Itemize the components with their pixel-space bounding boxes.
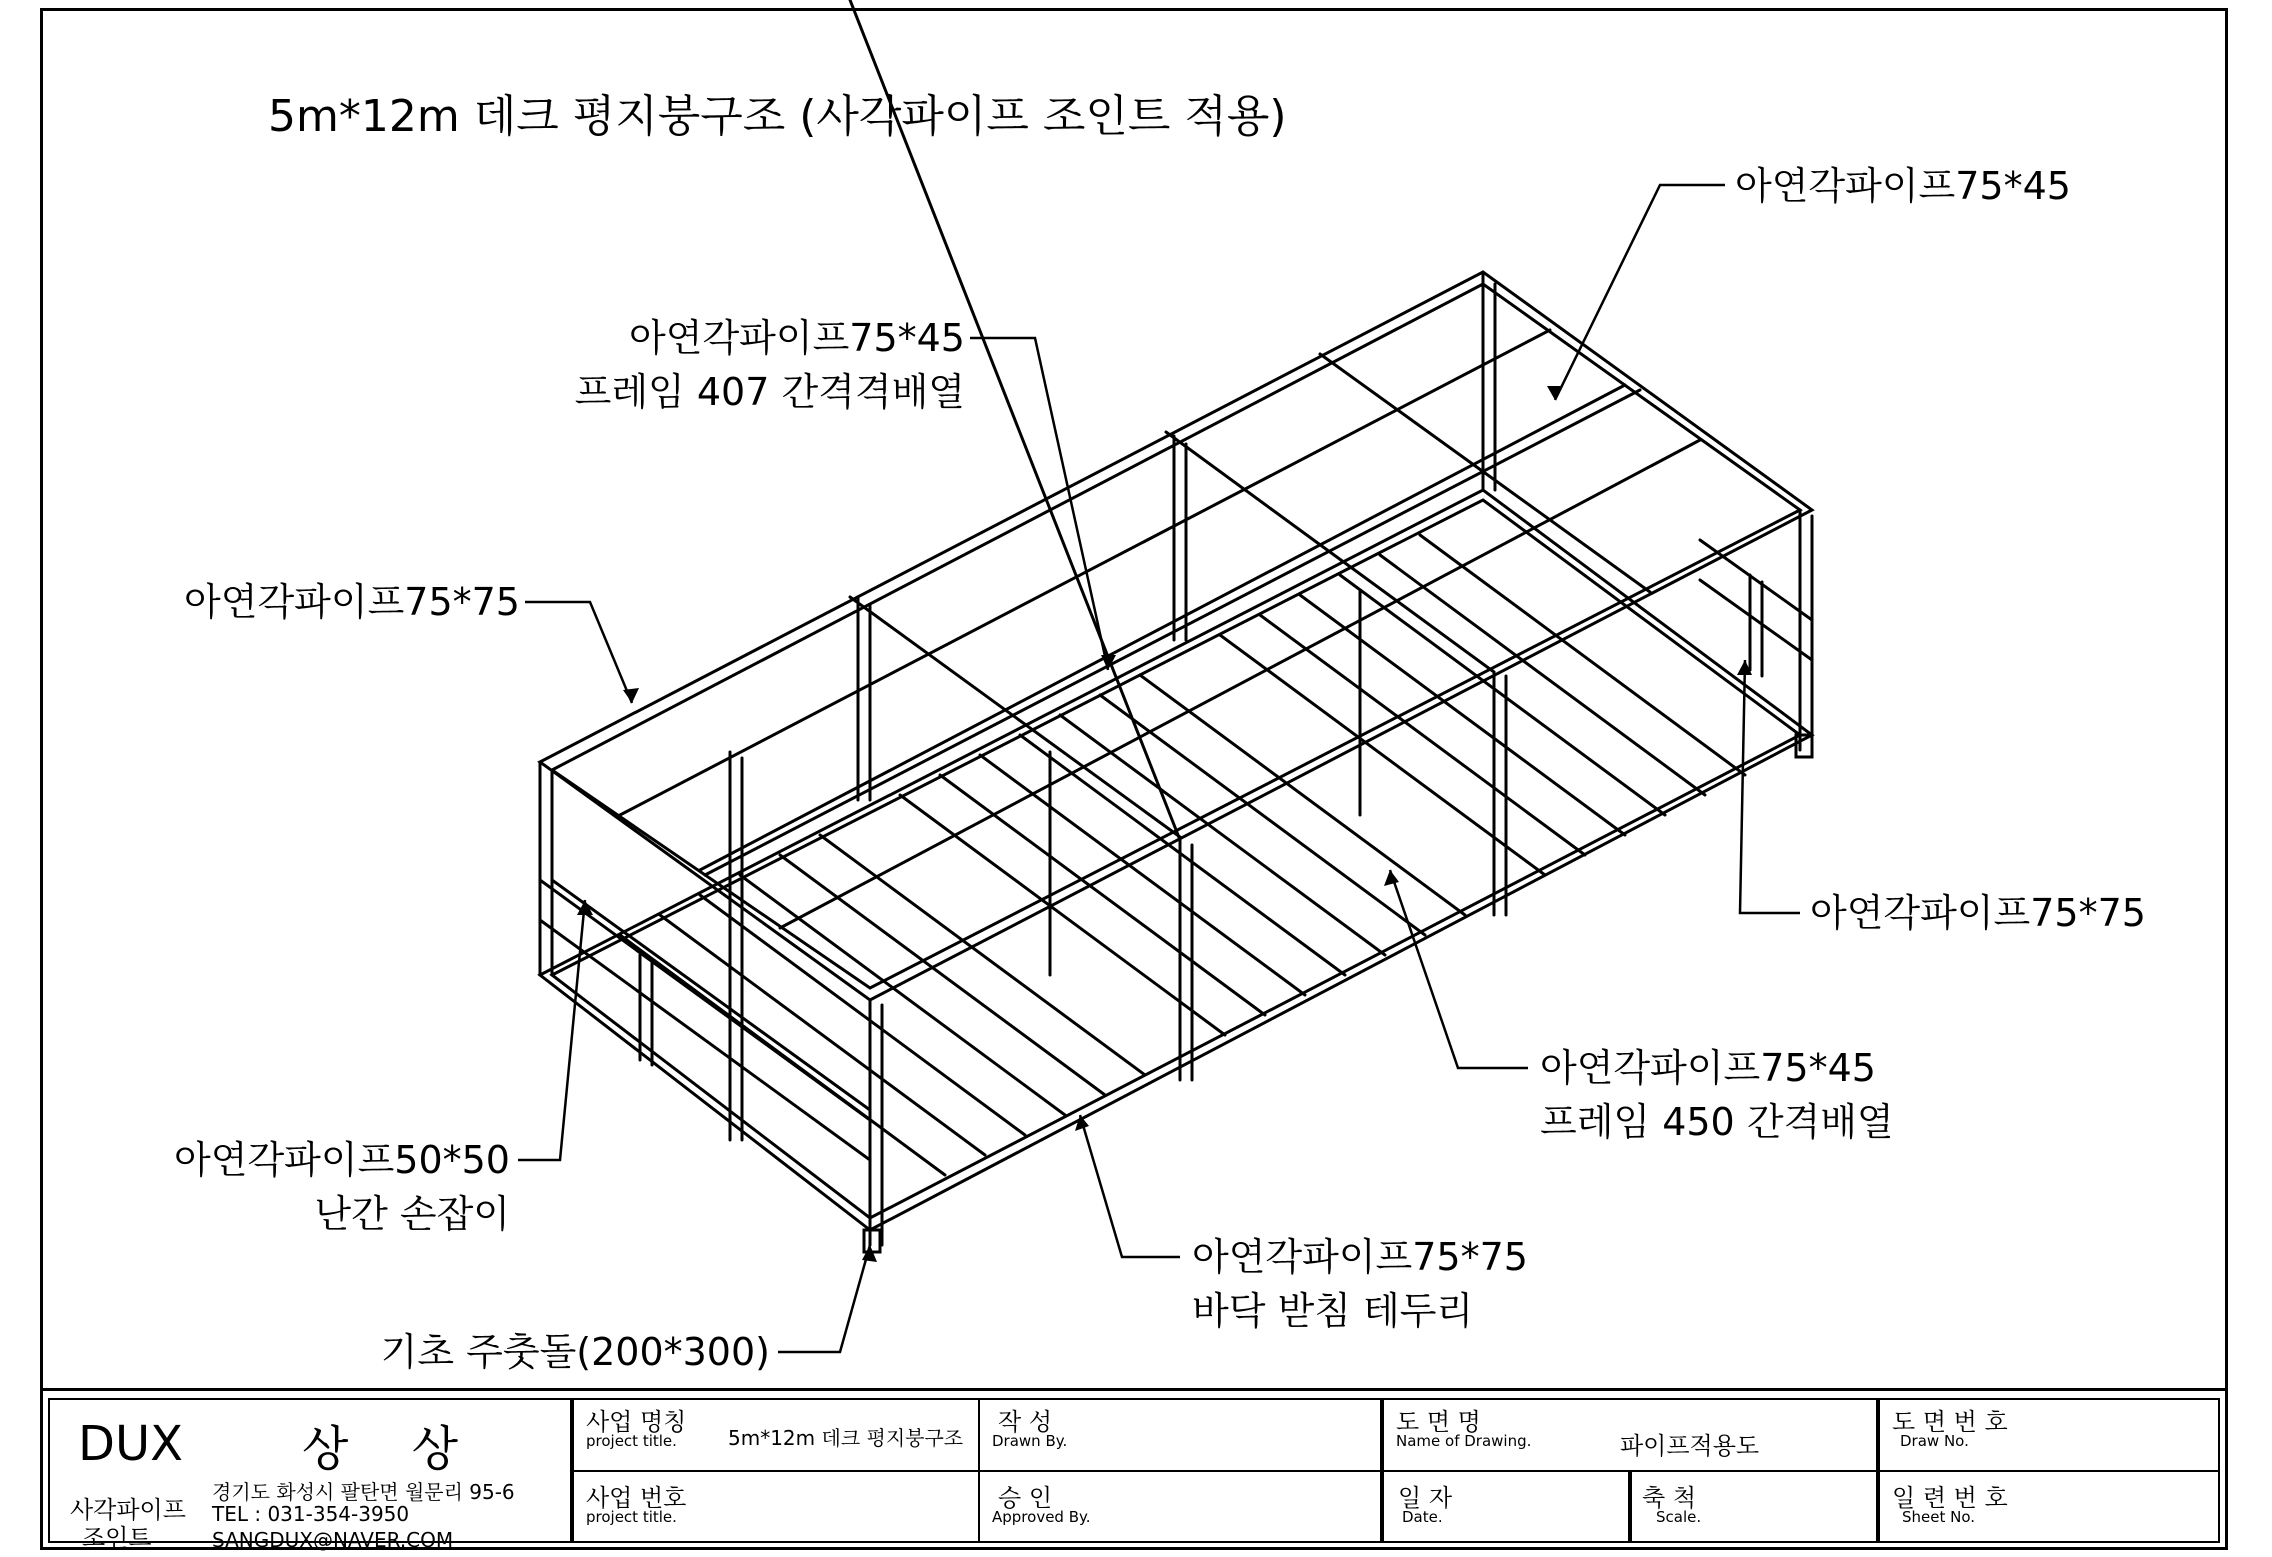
- approved-by-label: 승 인: [998, 1484, 1052, 1512]
- drawing-name-label: 도 면 명: [1396, 1408, 1481, 1436]
- brand-name: 상 상: [302, 1421, 482, 1477]
- project-name-value: 5m*12m 데크 평지붕구조: [728, 1426, 964, 1450]
- callout-bottom-left-foundation: 기초 주춧돌(200*300): [380, 1330, 770, 1374]
- callout-top-center-spacing: 프레임 407 간격격배열: [574, 370, 965, 414]
- drawing-name-value: 파이프적용도: [1620, 1432, 1760, 1460]
- date-label: 일 자: [1398, 1484, 1452, 1512]
- draw-no-label-en: Draw No.: [1900, 1432, 1969, 1450]
- scale-label-en: Scale.: [1656, 1508, 1702, 1526]
- company-address: 경기도 화성시 팔탄면 월문리 95-6: [212, 1480, 515, 1504]
- company-email: SANGDUX@NAVER.COM: [212, 1528, 454, 1552]
- callout-left-mid: 아연각파이프75*75: [184, 580, 520, 624]
- project-no-label: 사업 번호: [586, 1484, 687, 1512]
- scale-label: 축 척: [1642, 1484, 1696, 1512]
- callout-top-right: 아연각파이프75*45: [1735, 164, 2071, 208]
- date-label-en: Date.: [1402, 1508, 1443, 1526]
- callout-bottom-center-border: 바닥 받침 테두리: [1192, 1289, 1474, 1333]
- sheet-no-label: 일 련 번 호: [1892, 1484, 2008, 1512]
- callout-left-low-pipe: 아연각파이프50*50: [174, 1138, 510, 1182]
- callout-bottom-center-pipe: 아연각파이프75*75: [1192, 1235, 1528, 1279]
- project-name-label: 사업 명칭: [586, 1408, 687, 1436]
- company-name: DUX: [78, 1416, 183, 1472]
- sheet-no-label-en: Sheet No.: [1902, 1508, 1976, 1526]
- title-block: [40, 1388, 2228, 1550]
- project-name-label-en: project title.: [586, 1432, 677, 1450]
- draw-no-label: 도 면 번 호: [1892, 1408, 2008, 1436]
- callout-right-low-spacing: 프레임 450 간격배열: [1540, 1100, 1894, 1144]
- drawing-name-label-en: Name of Drawing.: [1396, 1432, 1532, 1450]
- drawn-by-label: 작 성: [998, 1408, 1052, 1436]
- callout-left-low-handrail: 난간 손잡이: [314, 1192, 510, 1236]
- callout-top-center-pipe: 아연각파이프75*45: [629, 316, 965, 360]
- drawn-by-label-en: Drawn By.: [992, 1432, 1068, 1450]
- project-no-label-en: project title.: [586, 1508, 677, 1526]
- product-line-1: 사각파이프: [70, 1496, 186, 1524]
- callout-right-low-pipe: 아연각파이프75*45: [1540, 1046, 1876, 1090]
- company-tel: TEL : 031-354-3950: [212, 1502, 410, 1526]
- callout-right-mid: 아연각파이프75*75: [1810, 891, 2146, 935]
- product-line-2: 조인트: [82, 1524, 152, 1552]
- approved-by-label-en: Approved By.: [992, 1508, 1091, 1526]
- drawing-title: 5m*12m 데크 평지붕구조 (사각파이프 조인트 적용): [268, 91, 1287, 142]
